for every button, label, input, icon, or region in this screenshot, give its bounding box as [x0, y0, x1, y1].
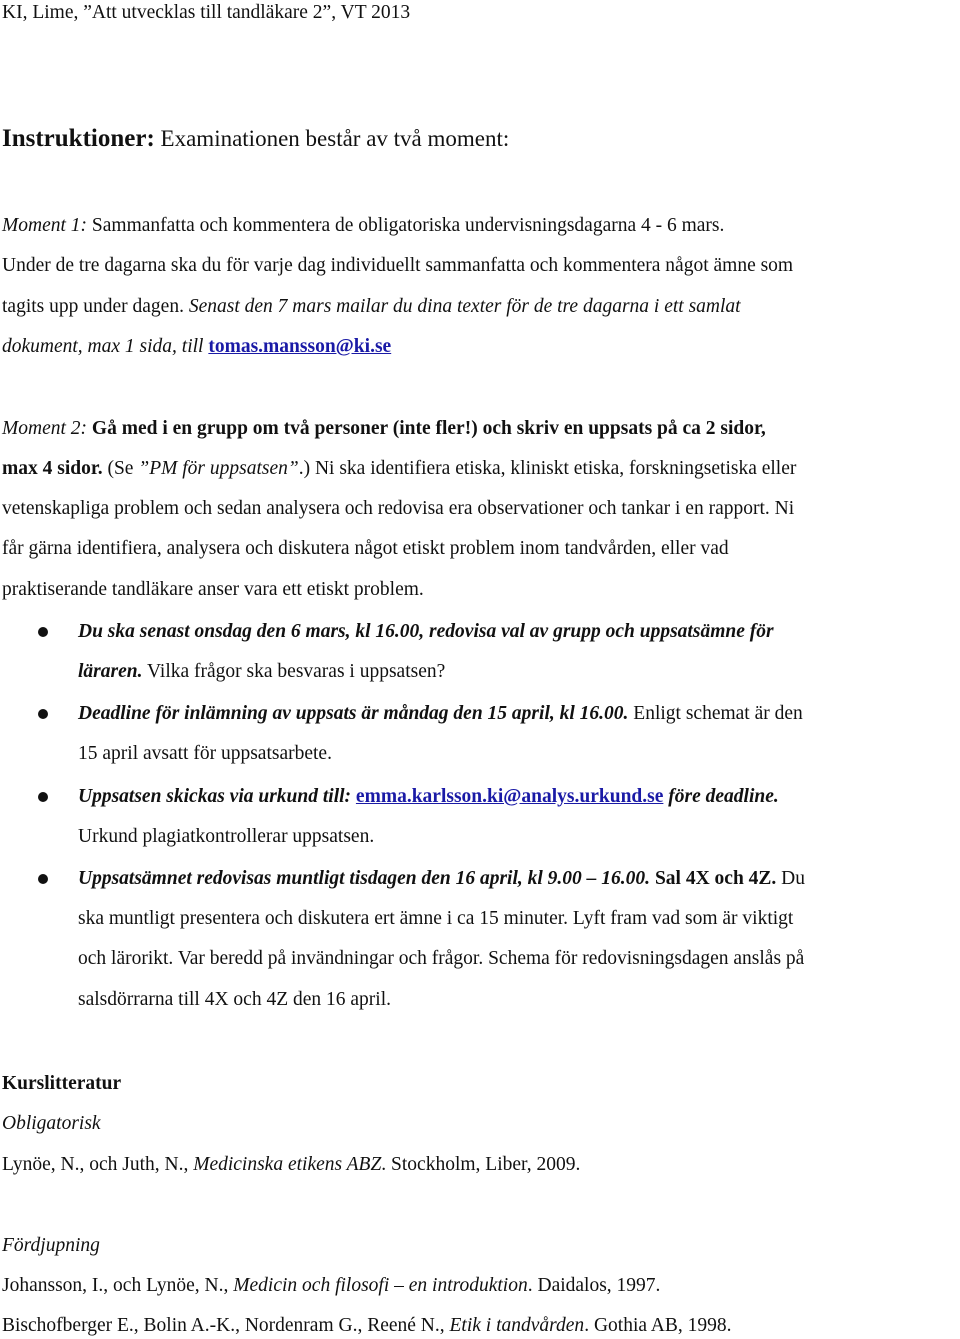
reference-3 [2, 1313, 732, 1339]
email-link-tomas[interactable]: tomas.mansson@ki.se [208, 336, 392, 357]
moment2-label: Moment 2: [2, 418, 88, 439]
bullet-2-line-2: 15 april avsatt för uppsatsarbete. [78, 743, 332, 764]
moment2-line-3: vetenskapliga problem och sedan analysera och redovisa era observationer och tankar i en rapport. Ni [2, 498, 795, 519]
bullet-4-line-3: och lärorikt. Var beredd på invändningar och frågor. Schema för redovisningsdagen anslås på [78, 948, 805, 969]
bullet-3-text-1a: Uppsatsen skickas via urkund till: [78, 786, 356, 807]
pm-reference: ”PM för uppsatsen” [138, 458, 299, 479]
moment2-text-2b: (Se [102, 458, 139, 479]
bullet-dot [38, 792, 48, 802]
bullet-4-text-1c: Du [776, 868, 806, 889]
moment1-line-2: Under de tre dagarna ska du för varje dag individuellt sammanfatta och kommentera något ämne som [2, 255, 794, 276]
moment2-line-1 [2, 416, 766, 442]
bullet-dot [38, 874, 48, 884]
bullet-4-line-2: ska muntligt presentera och diskutera ert ämne i ca 15 minuter. Lyft fram vad som är viktigt [78, 908, 794, 929]
instructions-heading [2, 126, 509, 152]
deepening-label: Fördjupning [2, 1235, 100, 1256]
reference-2 [2, 1273, 660, 1299]
instructions-text: Examinationen består av två moment: [154, 126, 510, 151]
moment1-text-4a: dokument, max 1 sida, till [2, 336, 209, 357]
bullet-2-text-1b: Enligt schemat är den [628, 703, 803, 724]
moment2-line-4: får gärna identifiera, analysera och diskutera något etiskt problem inom tandvården, eller vad [2, 538, 729, 559]
email-link-urkund[interactable]: emma.karlsson.ki@analys.urkund.se [355, 786, 664, 807]
document-header: KI, Lime, ”Att utvecklas till tandläkare 2”, VT 2013 [2, 2, 411, 23]
reference-1-title: Medicinska etikens ABZ [193, 1154, 382, 1175]
moment1-line-4 [2, 334, 391, 360]
reference-2-title: Medicin och filosofi – en introduktion [233, 1275, 528, 1296]
bullet-1-line-2 [78, 659, 445, 685]
bullet-4-text-1b: Sal 4X och 4Z. [650, 868, 777, 889]
moment1-label: Moment 1: [2, 215, 88, 236]
bullet-dot [38, 627, 48, 637]
reference-2-publisher: . Daidalos, 1997. [527, 1275, 661, 1296]
moment2-text-2d: .) Ni ska identifiera etiska, kliniskt etiska, forskningsetiska eller [298, 458, 797, 479]
reference-3-publisher: . Gothia AB, 1998. [584, 1315, 732, 1336]
reference-2-authors: Johansson, I., och Lynöe, N., [2, 1275, 234, 1296]
moment1-line-3 [2, 294, 741, 320]
bullet-3-text-1c: före deadline. [663, 786, 779, 807]
moment1-text-3a: tagits upp under dagen. [2, 296, 189, 317]
moment1-line-1 [2, 213, 724, 239]
reference-1 [2, 1152, 580, 1178]
bullet-4-line-1 [78, 866, 805, 892]
reference-3-title: Etik i tandvården [449, 1315, 585, 1336]
reference-1-authors: Lynöe, N., och Juth, N., [2, 1154, 194, 1175]
moment2-text-2a: max 4 sidor. [2, 458, 103, 479]
bullet-4-line-4: salsdörrarna till 4X och 4Z den 16 april. [78, 989, 391, 1010]
moment1-text: Sammanfatta och kommentera de obligatoriska undervisningsdagarna 4 - 6 mars. [87, 215, 725, 236]
moment2-line-2 [2, 456, 796, 482]
instructions-lead: Instruktioner: [2, 125, 155, 152]
bullet-2-line-1 [78, 701, 803, 727]
obligatory-label: Obligatorisk [2, 1113, 101, 1134]
bullet-4-text-1a: Uppsatsämnet redovisas muntligt tisdagen den 16 april, kl 9.00 – 16.00. [78, 868, 651, 889]
bullet-1-text-2b: Vilka frågor ska besvaras i uppsatsen? [142, 661, 446, 682]
bullet-dot [38, 709, 48, 719]
reference-1-publisher: . Stockholm, Liber, 2009. [381, 1154, 581, 1175]
reference-3-authors: Bischofberger E., Bolin A.-K., Nordenram G., Reené N., [2, 1315, 450, 1336]
bullet-1-line-1: Du ska senast onsdag den 6 mars, kl 16.00, redovisa val av grupp och uppsatsämne för [78, 621, 774, 642]
literature-heading: Kurslitteratur [2, 1073, 122, 1094]
moment1-deadline-text: Senast den 7 mars mailar du dina texter för de tre dagarna i ett samlat [188, 296, 741, 317]
bullet-3-line-2: Urkund plagiatkontrollerar uppsatsen. [78, 826, 375, 847]
bullet-1-text-2a: läraren. [78, 661, 143, 682]
bullet-3-line-1 [78, 784, 779, 810]
moment2-line-5: praktiserande tandläkare anser vara ett etiskt problem. [2, 579, 424, 600]
moment2-text: Gå med i en grupp om två personer (inte fler!) och skriv en uppsats på ca 2 sidor, [87, 418, 766, 439]
bullet-2-text-1a: Deadline för inlämning av uppsats är måndag den 15 april, kl 16.00. [78, 703, 629, 724]
